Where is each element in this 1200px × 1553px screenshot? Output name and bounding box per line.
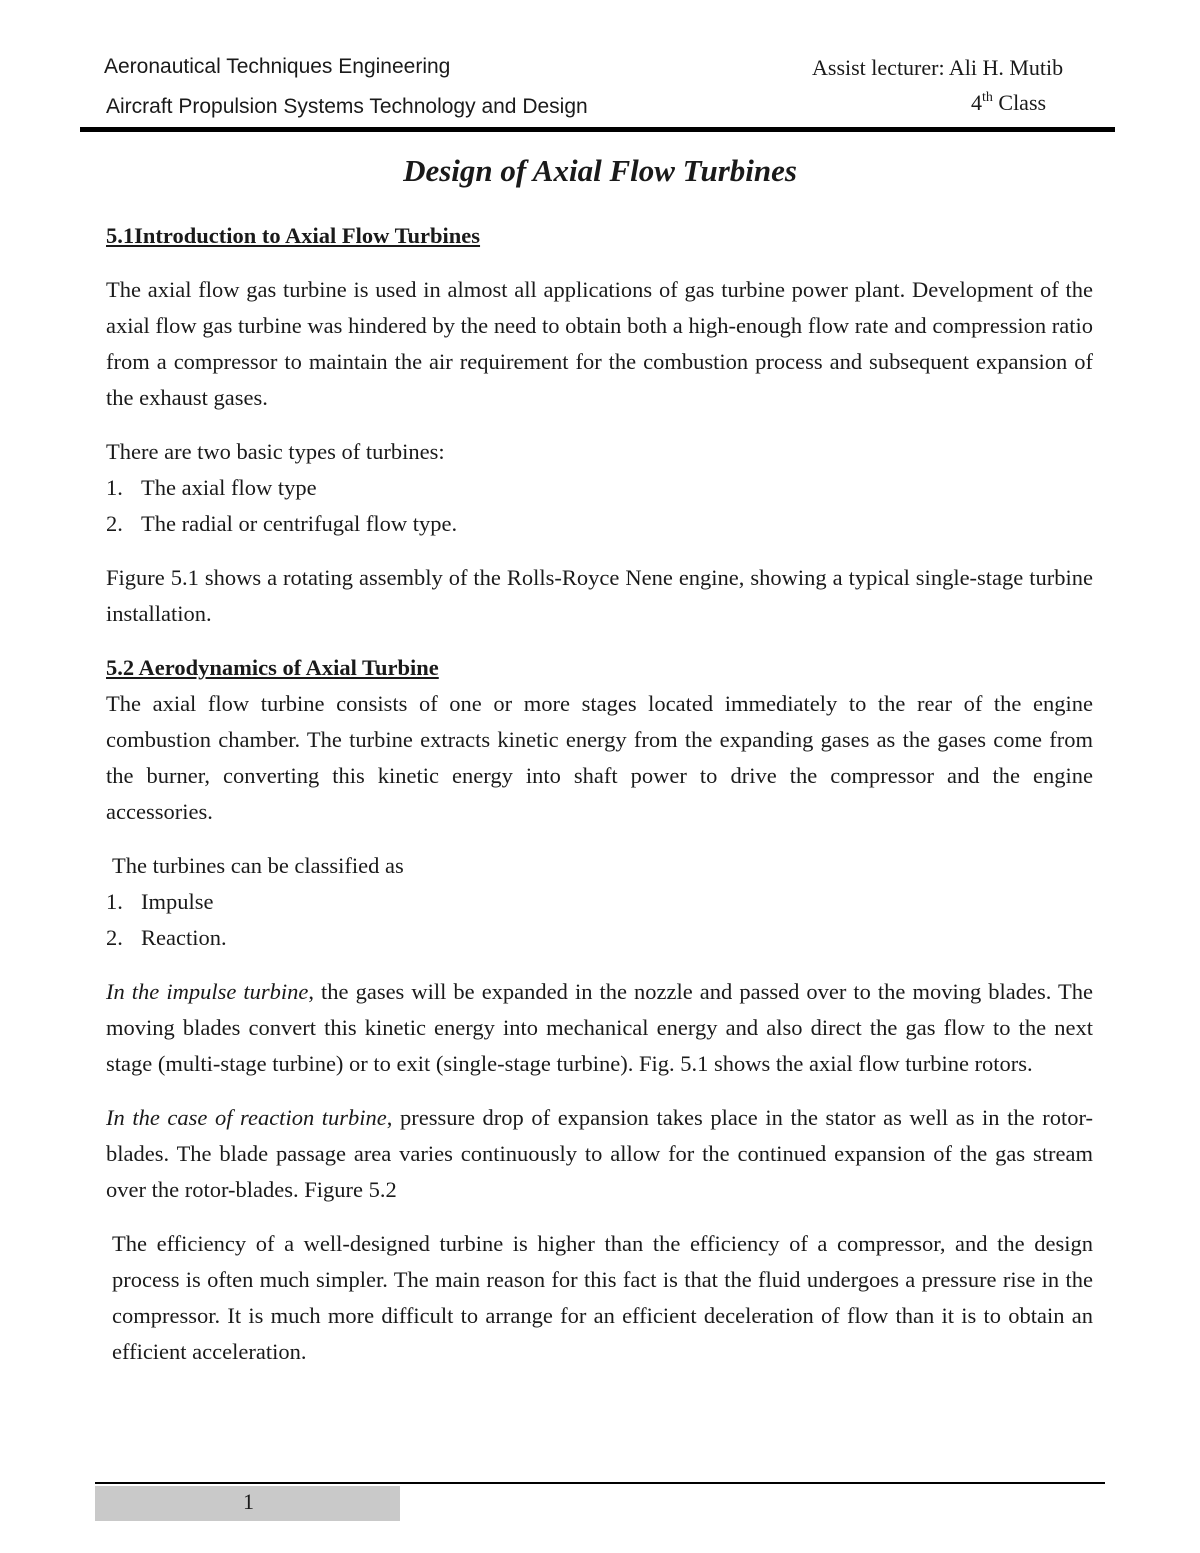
- classified-intro: The turbines can be classified as: [112, 853, 404, 878]
- section-heading-intro: 5.1Introduction to Axial Flow Turbines: [106, 223, 481, 248]
- list-number: 2.: [106, 511, 123, 536]
- impulse-lead: In the impulse turbine: [106, 979, 309, 1004]
- reaction-rest: , pressure drop of expansion takes place in the stator as well as in the rotor-blades. The blade passage area varies continuously to allow for the continued expansion of the gas stream over the rotor-blades. Figure 5.2: [106, 1105, 1093, 1202]
- body-content: [106, 218, 1093, 1370]
- list-item: [106, 920, 1093, 956]
- list-text: Reaction.: [141, 925, 227, 950]
- paragraph-efficiency: The efficiency of a well-designed turbine is higher than the efficiency of a compressor, and the design process is often much simpler. The main reason for this fact is that the fluid undergoes a pressure rise in the compressor. It is much more difficult to arrange for an efficient deceleration of flow than it is to obtain an efficient acceleration.: [112, 1231, 1093, 1364]
- page-title: Design of Axial Flow Turbines: [403, 153, 797, 188]
- paragraph-reaction: [106, 1100, 1093, 1208]
- list-item: [106, 470, 1093, 506]
- list-text: Impulse: [141, 889, 214, 914]
- page-number: 1: [243, 1489, 254, 1514]
- header-department: Aeronautical Techniques Engineering: [104, 55, 451, 78]
- list-number: 1.: [106, 889, 123, 914]
- header-course: Aircraft Propulsion Systems Technology and Design: [106, 95, 588, 118]
- impulse-rest: , the gases will be expanded in the nozzle and passed over to the moving blades. The moving blades convert this kinetic energy into mechanical energy and also direct the gas flow to the next stage (multi-stage turbine) or to exit (single-stage turbine). Fig. 5.1 shows the axial flow turbine rotors.: [106, 979, 1093, 1076]
- header-class: [971, 90, 1046, 116]
- paragraph-figure-ref: Figure 5.1 shows a rotating assembly of the Rolls-Royce Nene engine, showing a typical single-stage turbine installation.: [106, 565, 1093, 626]
- paragraph-impulse: [106, 974, 1093, 1082]
- list-number: 1.: [106, 475, 123, 500]
- paragraph-intro: The axial flow gas turbine is used in almost all applications of gas turbine power plant. Development of the axial flow gas turbine was hindered by the need to obtain both a high-enough flow rate and compression ratio from a compressor to maintain the air requirement for the combustion process and subsequent expansion of the exhaust gases.: [106, 277, 1093, 410]
- reaction-lead: In the case of reaction turbine: [106, 1105, 387, 1130]
- section-heading-aerodynamics: 5.2 Aerodynamics of Axial Turbine: [106, 655, 439, 680]
- class-label: Class: [998, 90, 1047, 115]
- header-lecturer: Assist lecturer: Ali H. Mutib: [812, 55, 1064, 80]
- class-suffix: th: [982, 90, 993, 105]
- turbine-types-list: [106, 470, 1093, 542]
- header-rule: [80, 127, 1115, 132]
- turbine-classes-list: [106, 884, 1093, 956]
- paragraph-aerodynamics: The axial flow turbine consists of one or more stages located immediately to the rear of the engine combustion chamber. The turbine extracts kinetic energy from the expanding gases as the gases come from the burner, converting this kinetic energy into shaft power to drive the compressor and the engine accessories.: [106, 691, 1093, 824]
- list-text: The radial or centrifugal flow type.: [141, 511, 458, 536]
- list-item: [106, 506, 1093, 542]
- types-intro: There are two basic types of turbines:: [106, 439, 445, 464]
- list-text: The axial flow type: [141, 475, 317, 500]
- footer-rule: [95, 1482, 1105, 1484]
- list-item: [106, 884, 1093, 920]
- list-number: 2.: [106, 925, 123, 950]
- class-number: 4: [971, 90, 982, 115]
